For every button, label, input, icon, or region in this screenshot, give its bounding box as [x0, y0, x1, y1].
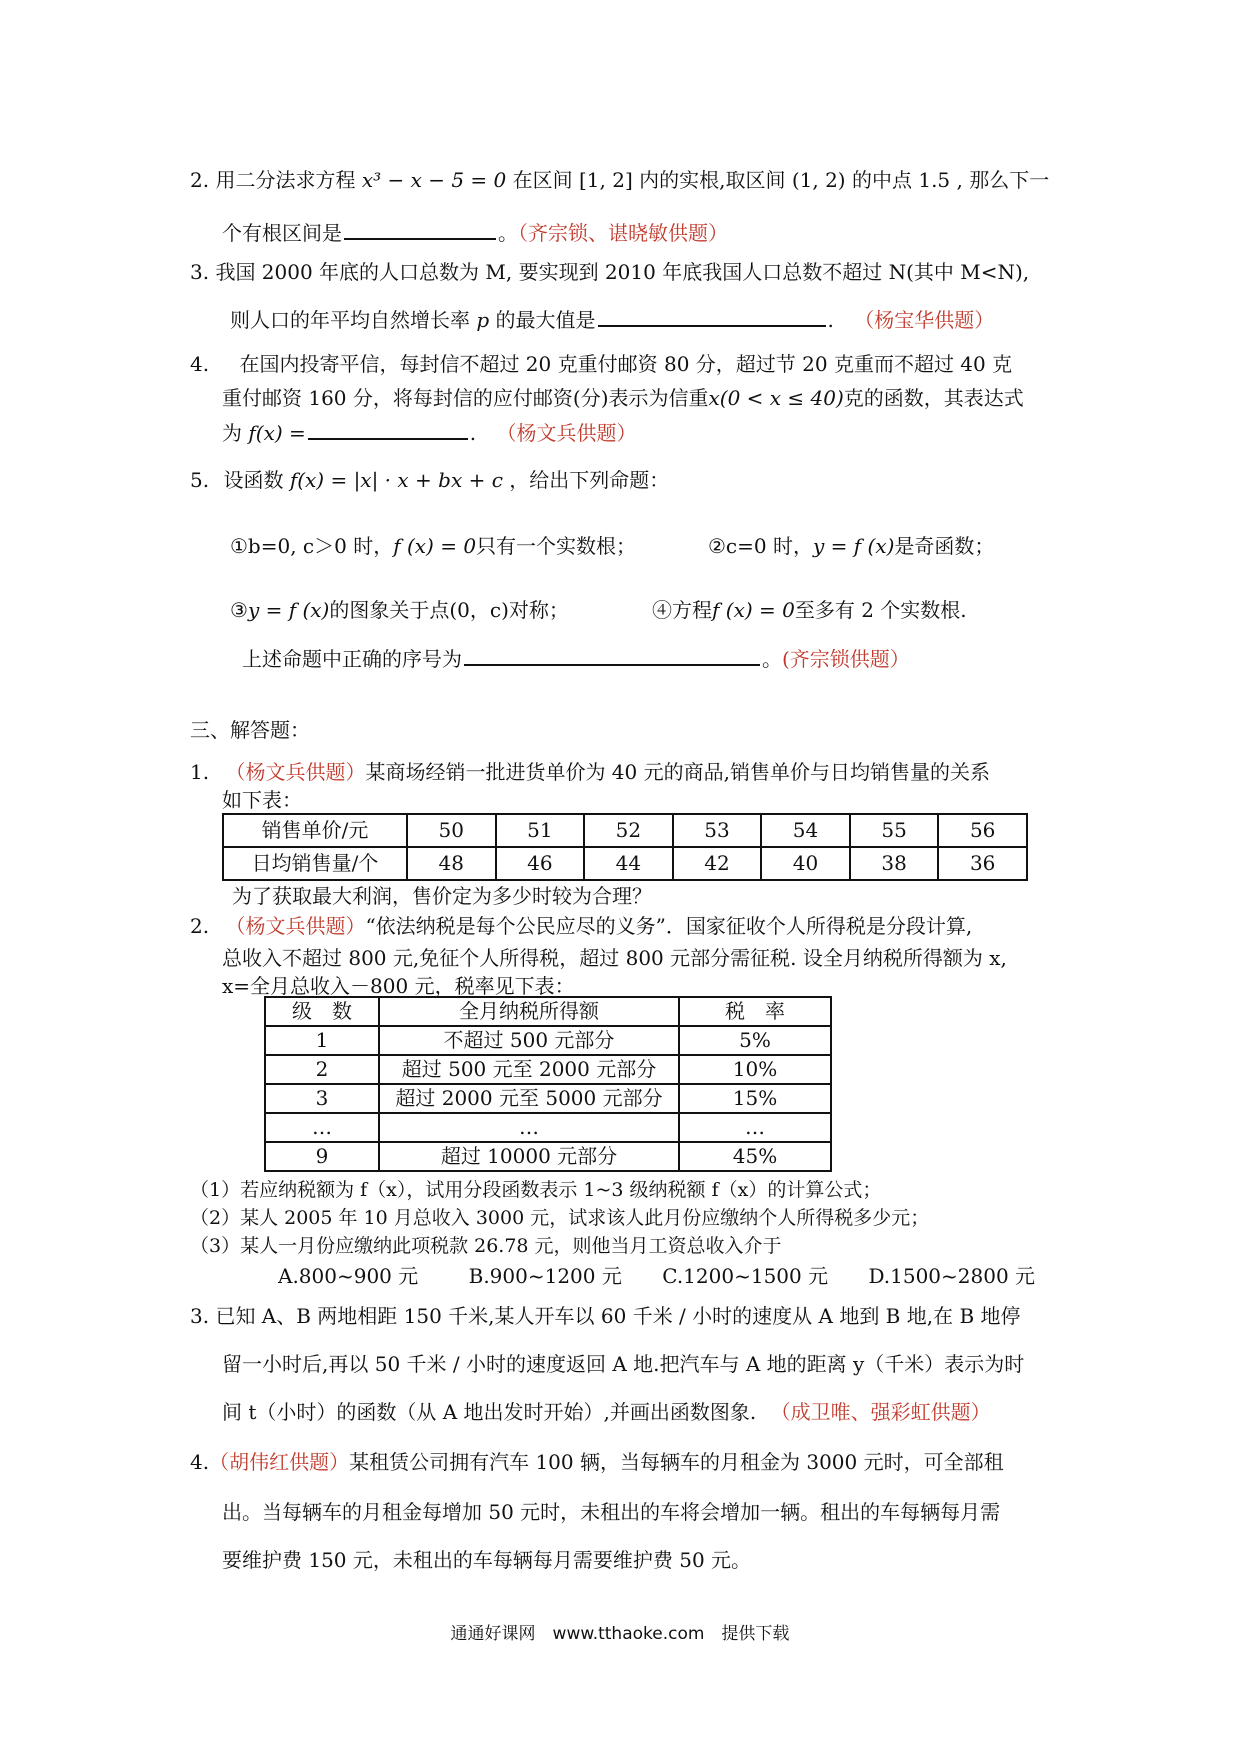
table-cell: 48 [407, 847, 496, 880]
table-row [265, 1084, 831, 1113]
q5-prop4 [652, 596, 967, 624]
q5-prop2-eq: y = f (x) [812, 534, 895, 558]
table-cell: 38 [850, 847, 939, 880]
a4-line3: 要维护费 150 元，未租出的车每辆每月需要维护费 50 元。 [222, 1548, 752, 1572]
table-cell: 54 [761, 814, 850, 847]
table-row [265, 1026, 831, 1055]
q3-end: . [827, 308, 834, 332]
a2-credit: （杨文兵供题） [225, 914, 366, 938]
table-cell: 不超过 500 元部分 [379, 1026, 679, 1055]
a4-line2: 出。当每辆车的月租金每增加 50 元时，未租出的车将会增加一辆。租出的车每辆每月需 [222, 1500, 1001, 1524]
table-cell: 超过 2000 元至 5000 元部分 [379, 1084, 679, 1113]
table-cell: 超过 10000 元部分 [379, 1142, 679, 1171]
q3-text-1: 则人口的年平均自然增长率 [230, 308, 470, 332]
q5-prop1-text: ①b=0, c＞0 时， [230, 534, 394, 558]
table-cell: 3 [265, 1084, 379, 1113]
q4-text-4: 为 [222, 421, 242, 445]
table-cell: 销售单价/元 [223, 814, 407, 847]
q4-answer-blank[interactable] [308, 418, 468, 440]
table-cell: 超过 500 元至 2000 元部分 [379, 1055, 679, 1084]
table-cell: 50 [407, 814, 496, 847]
q5-prop3-text: ③ [230, 598, 248, 622]
option-a: A.800~900 元 [278, 1264, 419, 1288]
tax-table [264, 996, 832, 1172]
q5-answer-blank[interactable] [464, 644, 760, 666]
q2-answer-blank[interactable] [344, 218, 496, 240]
option-b: B.900~1200 元 [468, 1264, 622, 1288]
a1-line2: 如下表： [222, 788, 302, 812]
q3-text-2: 的最大值是 [495, 308, 596, 332]
a1-text-1: 某商场经销一批进货单价为 40 元的商品,销售单价与日均销售量的关系 [365, 760, 990, 784]
table-cell: … [265, 1113, 379, 1142]
q4-text-1: 在国内投寄平信，每封信不超过 20 克重付邮资 80 分，超过节 20 克重而不超过 40 克 [239, 352, 1013, 376]
q3-credit: （杨宝华供题） [854, 308, 995, 332]
table-cell: … [379, 1113, 679, 1142]
q2-text-5: , 那么下一 [956, 168, 1050, 192]
table-cell: 53 [673, 814, 762, 847]
q4-function: f(x) = [248, 421, 306, 445]
q5-text-2: ，给出下列命题： [509, 468, 670, 492]
q5-prop4-text: ④方程 [652, 598, 712, 622]
q2-line1 [190, 166, 1049, 194]
a3-line2: 留一小时后,再以 50 千米 / 小时的速度返回 A 地.把汽车与 A 地的距离 y（千米）表示为时 [222, 1352, 1025, 1376]
table-row [223, 847, 1027, 880]
q5-prop2-text: ②c=0 时， [708, 534, 813, 558]
table-cell: 2 [265, 1055, 379, 1084]
a1-question: 为了获取最大利润，售价定为多少时较为合理？ [232, 884, 652, 908]
table-row [265, 1113, 831, 1142]
a4-number: 4. [190, 1450, 210, 1474]
q4-text-2: 重付邮资 160 分，将每封信的应付邮资(分)表示为信重 [222, 386, 709, 410]
table-row [223, 814, 1027, 847]
page-footer: 通通好课网 www.tthaoke.com 提供下载 [450, 1624, 790, 1644]
q2-interval-2: (1, 2) [791, 168, 846, 192]
a2-options [278, 1262, 1035, 1290]
table-cell: 45% [679, 1142, 831, 1171]
q4-line2 [222, 384, 1024, 412]
q2-text-2: 在区间 [512, 168, 573, 192]
a2-line3: x=全月总收入－800 元，税率见下表： [222, 974, 575, 998]
q5-prop2-tail: 是奇函数； [894, 534, 995, 558]
q4-end: . [469, 421, 477, 445]
table-cell: 56 [938, 814, 1027, 847]
q2-line2 [222, 218, 728, 247]
table-cell: 46 [496, 847, 585, 880]
q4-line1 [190, 350, 1012, 378]
table-cell: 52 [584, 814, 673, 847]
q5-text-3: 上述命题中正确的序号为 [242, 647, 462, 671]
q4-text-3: 克的函数，其表达式 [843, 386, 1024, 410]
a4-credit: （胡伟红供题） [209, 1450, 350, 1474]
q5-end: 。 [762, 647, 782, 671]
table-cell: 15% [679, 1084, 831, 1113]
q2-equation: x³ − x − 5 = 0 [361, 168, 507, 192]
option-c: C.1200~1500 元 [662, 1264, 829, 1288]
table-cell: 55 [850, 814, 939, 847]
a2-text-1: “依法纳税是每个公民应尽的义务”．国家征收个人所得税是分段计算, [365, 914, 973, 938]
q2-end: 。 [498, 221, 518, 245]
q5-prop3 [230, 596, 569, 624]
q4-credit: （杨文兵供题） [496, 421, 637, 445]
q5-text-1: 设函数 [223, 468, 284, 492]
q5-prop3-eq: y = f (x) [247, 598, 330, 622]
table-row [265, 997, 831, 1026]
a2-line2: 总收入不超过 800 元,免征个人所得税，超过 800 元部分需征税. 设全月纳税所得额为 x, [222, 946, 1007, 970]
a3-line1: 3. 已知 A、B 两地相距 150 千米,某人开车以 60 千米 / 小时的速度从 A 地到 B 地,在 B 地停 [190, 1304, 1021, 1328]
q4-line3 [222, 418, 636, 447]
table-cell: 日均销售量/个 [223, 847, 407, 880]
a2-sub1: （1）若应纳税额为 f（x），试用分段函数表示 1~3 级纳税额 f（x）的计算公式； [190, 1179, 882, 1201]
q3-answer-blank[interactable] [598, 305, 826, 327]
q5-prop3-tail: 的图象关于点(0，c)对称； [329, 598, 569, 622]
a1-line1 [190, 758, 990, 786]
q4-number: 4. [190, 352, 210, 376]
table-cell: 40 [761, 847, 850, 880]
a3-line3 [222, 1398, 991, 1426]
q5-prop1-eq: f (x) = 0 [393, 534, 477, 558]
q5-prop4-eq: f (x) = 0 [712, 598, 795, 622]
table-cell: 10% [679, 1055, 831, 1084]
a1-number: 1. [190, 760, 210, 784]
q4-condition: x(0 < x ≤ 40) [708, 386, 844, 410]
a2-sub3: （3）某人一月份应缴纳此项税款 26.78 元，则他当月工资总收入介于 [190, 1235, 782, 1257]
q5-number: 5. [190, 468, 210, 492]
option-d: D.1500~2800 元 [868, 1264, 1036, 1288]
table-cell: 51 [496, 814, 585, 847]
a3-text: 间 t（小时）的函数（从 A 地出发时开始）,并画出函数图象. [222, 1400, 757, 1424]
table-cell: 1 [265, 1026, 379, 1055]
q5-prop2 [708, 532, 994, 560]
a2-sub2: （2）某人 2005 年 10 月总收入 3000 元，试求该人此月份应缴纳个人所得税多少元； [190, 1207, 930, 1229]
table-cell: 36 [938, 847, 1027, 880]
table-cell: 9 [265, 1142, 379, 1171]
q5-prop1 [230, 532, 636, 560]
a4-text-1: 某租赁公司拥有汽车 100 辆，当每辆车的月租金为 3000 元时，可全部租 [349, 1450, 1004, 1474]
table-header-cell: 税 率 [679, 997, 831, 1026]
q3-line1: 3. 我国 2000 年底的人口总数为 M, 要实现到 2010 年底我国人口总数不超过 N(其中 M<N), [190, 260, 1030, 284]
table-cell: 42 [673, 847, 762, 880]
table-cell: … [679, 1113, 831, 1142]
a4-line1 [190, 1448, 1004, 1476]
section-heading: 三、解答题： [190, 718, 310, 742]
a2-number: 2. [190, 914, 210, 938]
q5-function: f(x) = |x| · x + bx + c [289, 468, 503, 492]
q2-interval-1: [1, 2] [578, 168, 633, 192]
q5-prop1-tail: 只有一个实数根； [476, 534, 637, 558]
q2-midpoint: 1.5 [918, 168, 951, 192]
table-cell: 5% [679, 1026, 831, 1055]
q2-text-4: 的中点 [851, 168, 912, 192]
q2-credit: （齐宗锁、谌晓敏供题） [518, 221, 728, 245]
sales-table [222, 813, 1028, 881]
q2-text-1: 用二分法求方程 [215, 168, 356, 192]
q2-text-6: 个有根区间是 [222, 221, 342, 245]
q5-credit: (齐宗锁供题） [782, 647, 910, 671]
a2-line1 [190, 912, 972, 940]
q2-text-3: 内的实根,取区间 [639, 168, 786, 192]
q5-prop4-tail: 至多有 2 个实数根. [794, 598, 967, 622]
table-header-cell: 全月纳税所得额 [379, 997, 679, 1026]
table-row [265, 1142, 831, 1171]
q2-number: 2. [190, 168, 210, 192]
table-row [265, 1055, 831, 1084]
a1-credit: （杨文兵供题） [225, 760, 366, 784]
q5-answer-line [242, 644, 910, 673]
q3-variable: p [476, 308, 490, 332]
q3-line2 [230, 305, 994, 334]
a3-credit: （成卫唯、强彩虹供题） [770, 1400, 991, 1424]
table-cell: 44 [584, 847, 673, 880]
q5-line1 [190, 466, 669, 494]
table-header-cell: 级 数 [265, 997, 379, 1026]
